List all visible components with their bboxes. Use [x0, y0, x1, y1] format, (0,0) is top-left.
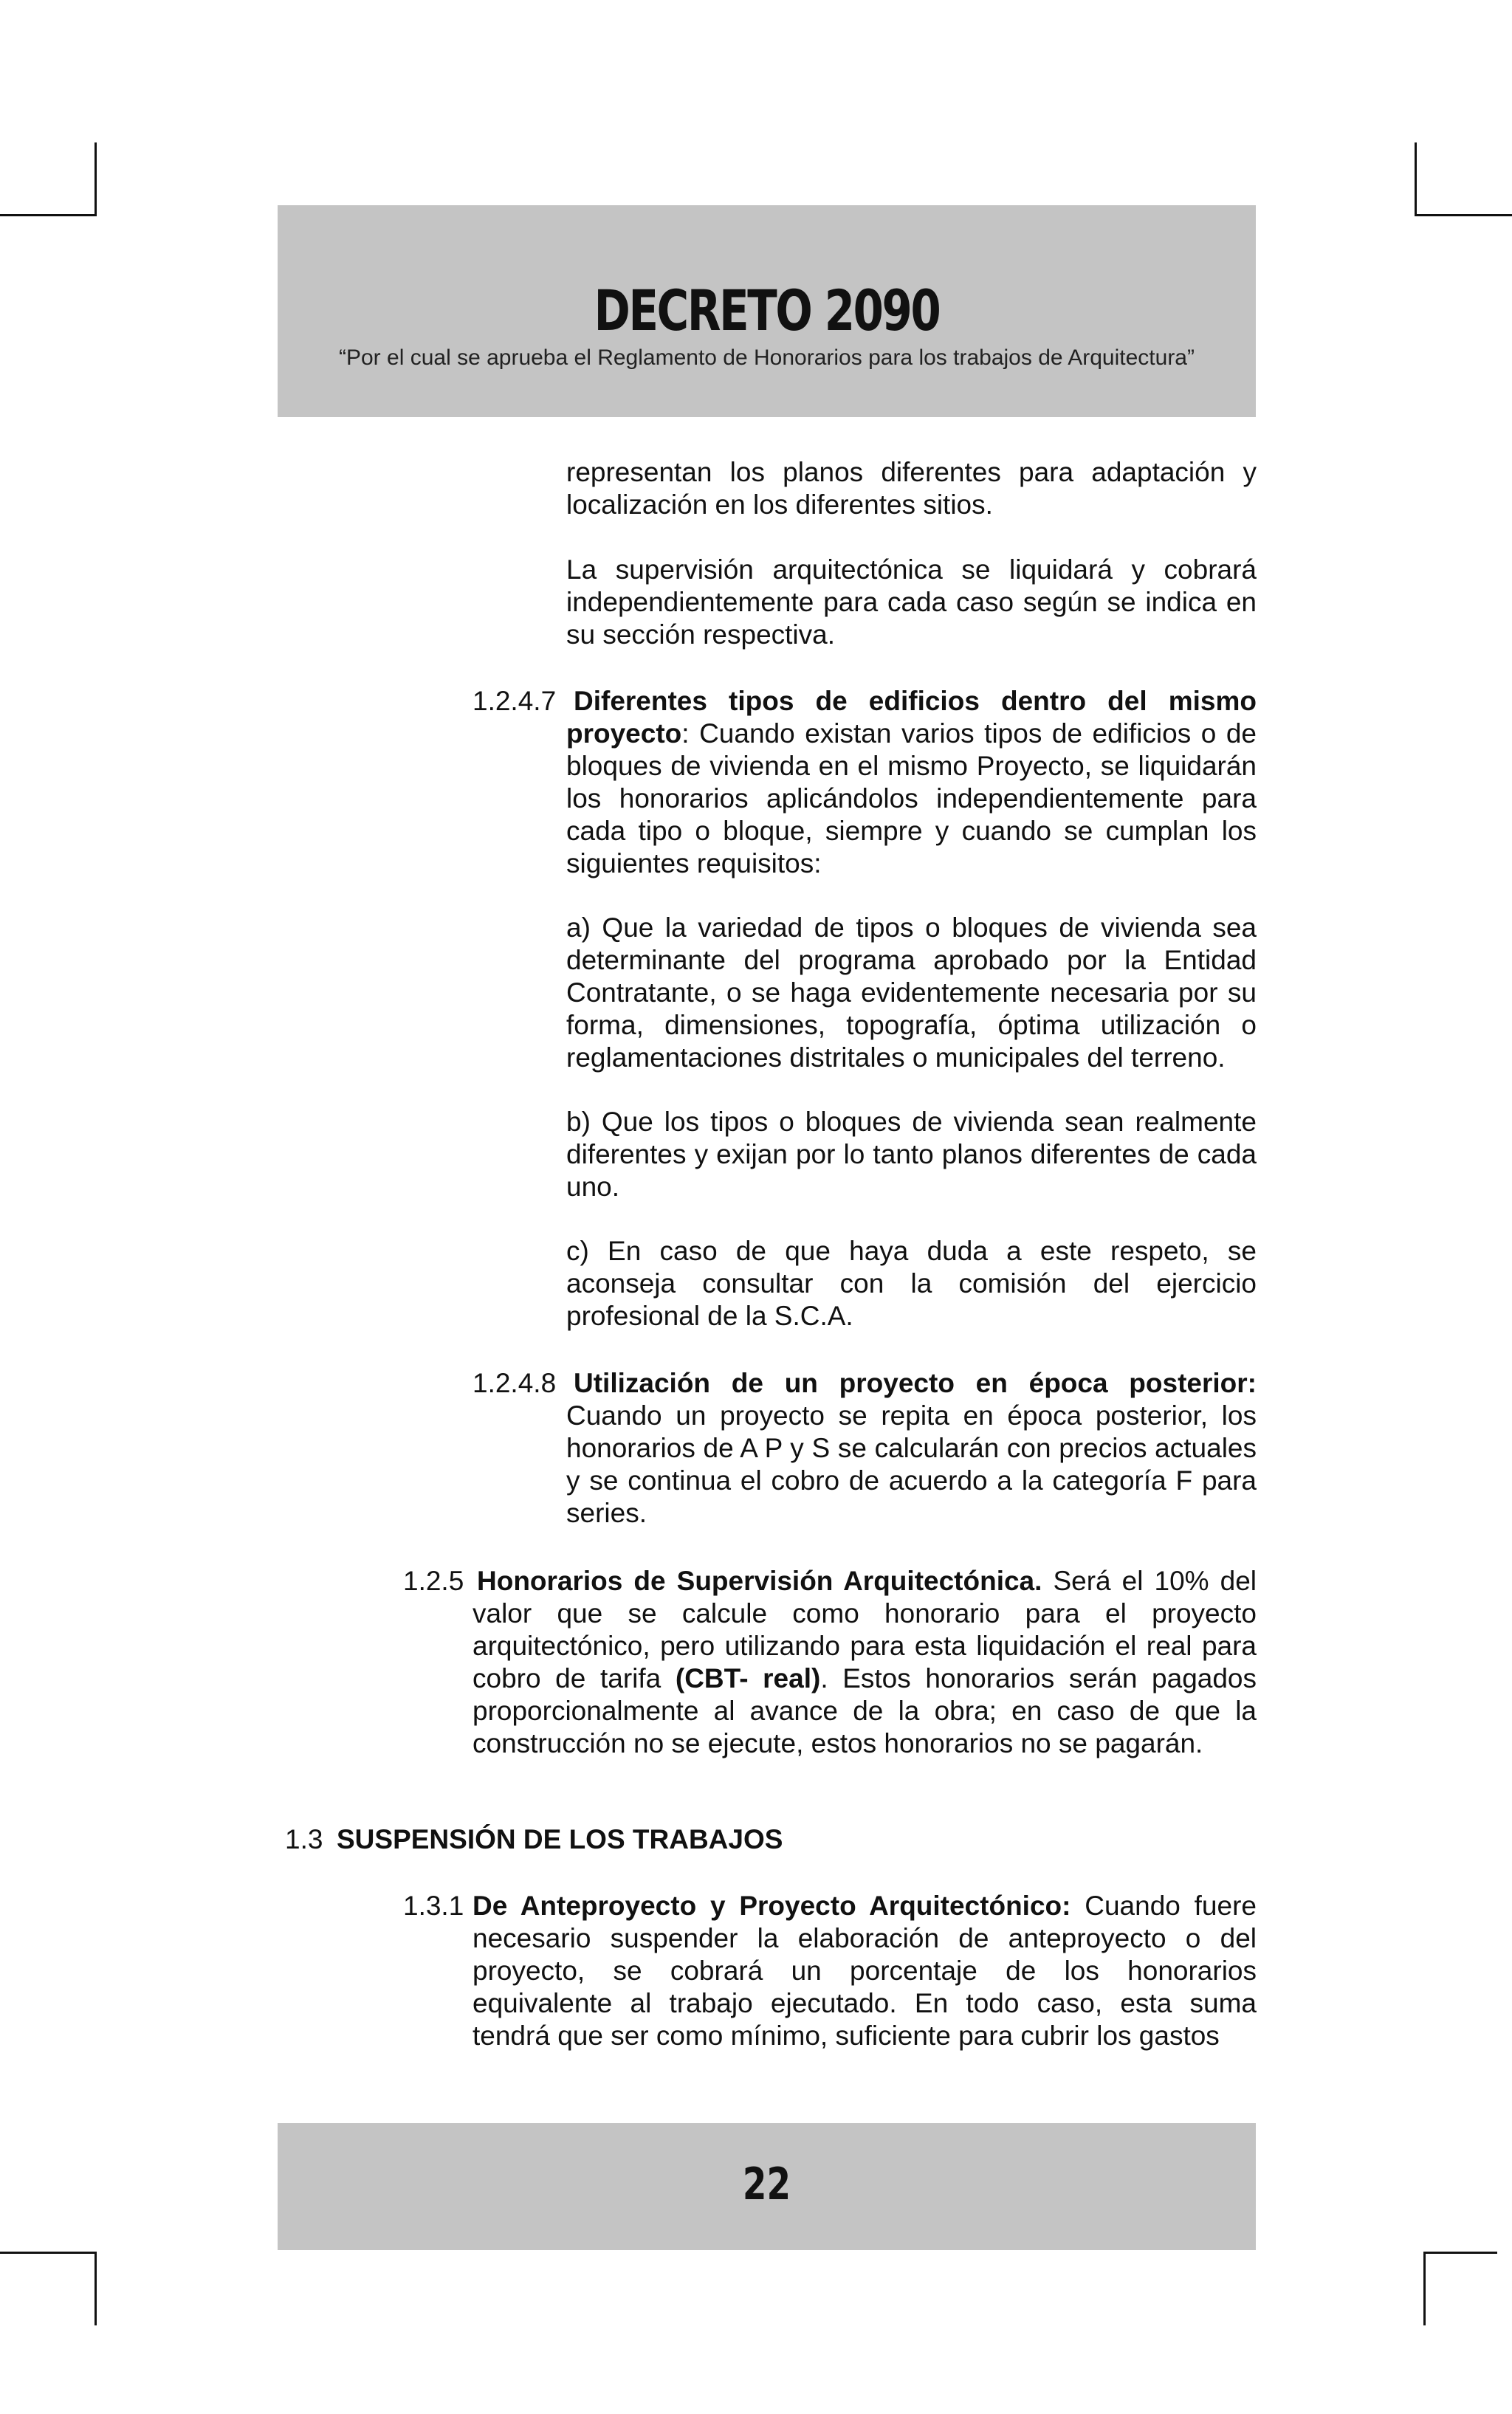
section-1248-heading: [574, 1367, 1257, 1400]
section-125-text-a: Será el 10% del valor que se calcule como honorario para el proyecto arquitectónico, pero utilizando para esta liquidación el real para cobro de tarifa: [472, 1566, 1257, 1693]
page-number: 22: [742, 2159, 791, 2210]
section-125-text-b: . Estos honorarios serán pagados proporcionalmente al avance de la obra; en caso de que la construcción no se ejecute, estos honorarios no se pagarán.: [472, 1663, 1257, 1758]
paragraph-planos: representan los planos diferentes para adaptación y localización en los diferentes sitios.: [566, 457, 1257, 520]
crop-mark-bottom-left-vertical: [94, 2252, 97, 2325]
crop-mark-bottom-left-horizontal: [0, 2252, 97, 2254]
crop-mark-top-left-horizontal: [0, 214, 97, 216]
document-title: DECRETO 2090: [594, 278, 940, 343]
page-header: [278, 205, 1256, 417]
crop-mark-top-right-vertical: [1415, 142, 1417, 216]
section-1247-text: : Cuando existan varios tipos de edificios o de bloques de vivienda en el mismo Proyecto, se liquidarán los honorarios aplicándolos independientemente para cada tipo o bloque, siempre y cuando se cumplan los siguientes requisitos:: [566, 718, 1257, 878]
section-1247-heading: [574, 685, 1257, 718]
section-125-body: [472, 1565, 1257, 1760]
section-13-title-text: SUSPENSIÓN DE LOS TRABAJOS: [337, 1824, 783, 1854]
section-125-bold: (CBT- real): [675, 1663, 821, 1693]
section-1247-body: [566, 718, 1257, 880]
crop-mark-bottom-right-horizontal: [1423, 2252, 1497, 2254]
requirement-c: c) En caso de que haya duda a este respeto, se aconseja consultar con la comisión del ejercicio profesional de la S.C.A.: [566, 1236, 1257, 1331]
requirement-a: a) Que la variedad de tipos o bloques de vivienda sea determinante del programa aprobado por la Entidad Contratante, o se haga evidentemente necesaria por su forma, dimensiones, topografía, óptima utilización o reglamentaciones distritales o municipales del terreno.: [566, 912, 1257, 1073]
section-1248-body: Cuando un proyecto se repita en época posterior, los honorarios de A P y S se calcularán con precios actuales y se continua el cobro de acuerdo a la categoría F para series.: [566, 1400, 1257, 1528]
crop-mark-top-right-horizontal: [1415, 214, 1512, 216]
section-number-1247: 1.2.4.7: [472, 686, 557, 716]
section-number-125: 1.2.5: [403, 1566, 464, 1596]
requirement-b: b) Que los tipos o bloques de vivienda sean realmente diferentes y exijan por lo tanto planos diferentes de cada uno.: [566, 1107, 1257, 1202]
section-131-title: De Anteproyecto y Proyecto Arquitectónico:: [472, 1891, 1071, 1921]
page-footer: [278, 2123, 1256, 2250]
section-131-text: Cuando fuere necesario suspender la elaboración de anteproyecto o del proyecto, se cobrará un porcentaje de los honorarios equivalente al trabajo ejecutado. En todo caso, esta suma tendrá que ser como mínimo, suficiente para cubrir los gastos: [472, 1891, 1257, 2051]
section-131-body: [472, 1890, 1257, 2052]
section-1247-title-b: proyecto: [566, 718, 682, 749]
section-number-1248: 1.2.4.8: [472, 1368, 557, 1398]
section-1248-title: Utilización de un proyecto en época posterior:: [574, 1368, 1257, 1398]
document-subtitle: “Por el cual se aprueba el Reglamento de Honorarios para los trabajos de Arquitectura”: [339, 345, 1195, 370]
crop-mark-top-left-vertical: [94, 142, 97, 216]
section-125-title: Honorarios de Supervisión Arquitectónica.: [477, 1566, 1042, 1596]
section-1247-title-a: Diferentes tipos de edificios dentro del mismo: [574, 686, 1257, 716]
paragraph-supervision: La supervisión arquitectónica se liquidará y cobrará independientemente para cada caso según se indica en su sección respectiva.: [566, 554, 1257, 650]
crop-mark-bottom-right-vertical: [1423, 2252, 1426, 2325]
section-13-title: [337, 1823, 783, 1856]
section-number-131: 1.3.1: [403, 1891, 464, 1921]
section-number-13: 1.3: [285, 1824, 323, 1854]
